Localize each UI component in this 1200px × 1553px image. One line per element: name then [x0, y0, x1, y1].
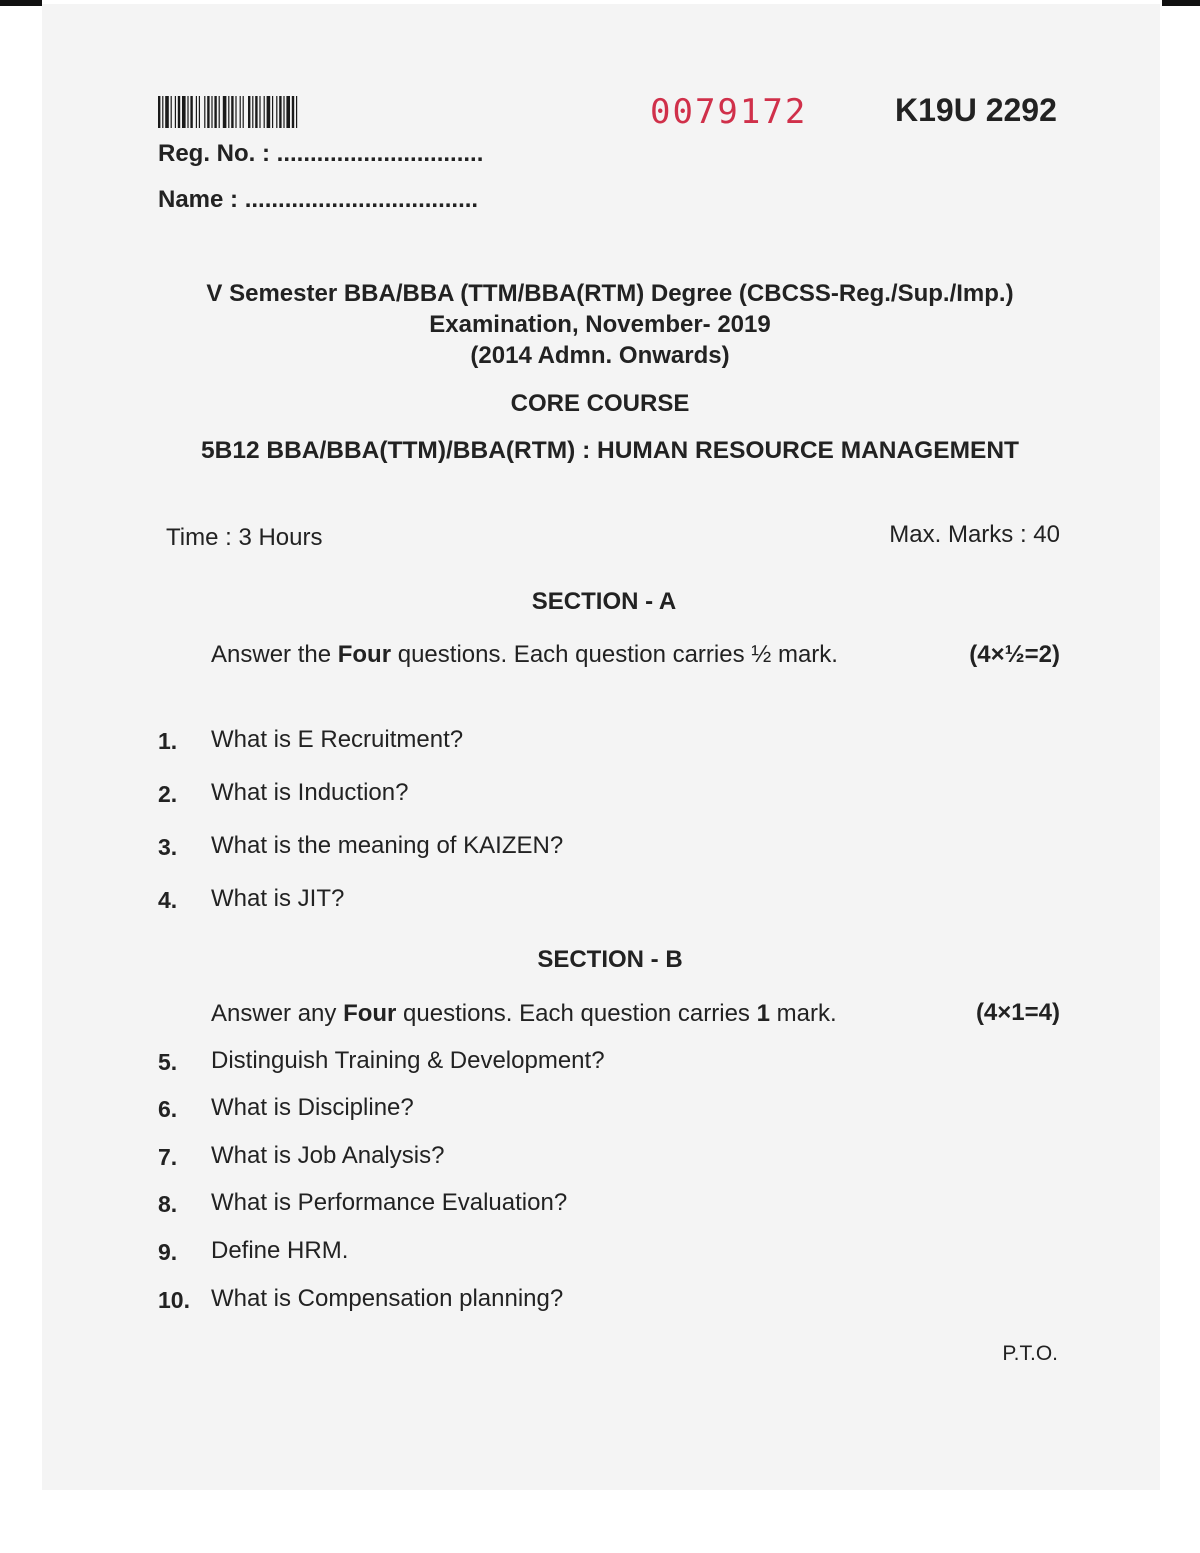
section-b-instructions: Answer any Four questions. Each question carries 1 mark. [211, 1000, 837, 1027]
question-number: 7. [158, 1144, 178, 1170]
barcode-bar [199, 96, 200, 128]
barcode-bar [264, 96, 265, 128]
exam-title-line: Examination, November- 2019 [429, 311, 771, 338]
barcode-bar [283, 96, 284, 128]
question-text: What is Compensation planning? [211, 1285, 564, 1312]
barcode-bar [175, 96, 176, 128]
question-text: Distinguish Training & Development? [211, 1047, 605, 1074]
question-text: What is JIT? [211, 885, 345, 912]
barcode-bar [240, 96, 241, 128]
question-text: What is the meaning of KAIZEN? [211, 832, 564, 859]
question-number: 10. [158, 1287, 190, 1313]
barcode-bar [231, 96, 233, 128]
barcode-bar [158, 96, 160, 128]
barcode-bar [235, 96, 236, 128]
barcode-bar [272, 96, 273, 128]
question-text: What is E Recruitment? [211, 726, 464, 753]
barcode-bar [178, 96, 180, 128]
question-text: What is Induction? [211, 779, 409, 806]
barcode-bar [165, 96, 169, 128]
reg-no-field: Reg. No. : ............................... [158, 140, 484, 167]
barcode-bar [248, 96, 250, 128]
section-b-allocation: (4×1=4) [975, 999, 1060, 1026]
barcode-bar [259, 96, 260, 128]
question-number: 5. [158, 1049, 178, 1075]
question-number: 4. [158, 887, 178, 913]
section-a-heading: SECTION - A [531, 588, 677, 615]
barcode-bar [286, 96, 290, 128]
barcode-bar [243, 96, 244, 128]
barcode-bar [171, 96, 172, 128]
barcode-image [158, 96, 406, 128]
max-marks: Max. Marks : 40 [889, 521, 1060, 548]
question-number: 8. [158, 1191, 178, 1217]
scan-edge-mark [0, 0, 42, 6]
scan-edge-mark [1162, 0, 1200, 6]
exam-duration: Time : 3 Hours [166, 524, 323, 551]
barcode-bar [214, 96, 216, 128]
barcode-bar [228, 96, 229, 128]
barcode-bar [255, 96, 257, 128]
barcode-bar [223, 96, 227, 128]
question-number: 6. [158, 1096, 178, 1122]
name-field: Name : ................................... [158, 186, 479, 213]
barcode-bar [252, 96, 253, 128]
question-text: What is Performance Evaluation? [211, 1189, 568, 1216]
question-number: 3. [158, 834, 178, 860]
course-title: 5B12 BBA/BBA(TTM)/BBA(RTM) : HUMAN RESOURCE MANAGEMENT [201, 437, 1019, 464]
question-number: 2. [158, 781, 178, 807]
question-number: 9. [158, 1239, 178, 1265]
barcode-bar [182, 96, 186, 128]
barcode-bar [276, 96, 277, 128]
barcode-bar [196, 96, 197, 128]
question-number: 1. [158, 728, 178, 754]
serial-number: 0079172 [650, 92, 808, 132]
barcode-bar [204, 96, 205, 128]
barcode-bar [292, 96, 294, 128]
barcode-bar [279, 96, 281, 128]
course-type: CORE COURSE [510, 390, 690, 417]
barcode-bar [219, 96, 220, 128]
barcode-bar [162, 96, 163, 128]
barcode-bar [211, 96, 212, 128]
paper-code: K19U 2292 [895, 92, 1057, 128]
question-text: What is Discipline? [211, 1094, 414, 1121]
please-turn-over: P.T.O. [1002, 1342, 1058, 1365]
barcode-bar [187, 96, 188, 128]
exam-title-line: (2014 Admn. Onwards) [470, 342, 730, 369]
question-text: Define HRM. [211, 1237, 349, 1264]
barcode-bar [190, 96, 192, 128]
barcode-bar [296, 96, 297, 128]
question-paper [42, 4, 1160, 1490]
question-text: What is Job Analysis? [211, 1142, 445, 1169]
section-a-allocation: (4×½=2) [969, 641, 1060, 668]
section-b-heading: SECTION - B [537, 946, 683, 973]
barcode-bar [267, 96, 271, 128]
exam-title-line: V Semester BBA/BBA (TTM/BBA(RTM) Degree (CBCSS-Reg./Sup./Imp.) [206, 280, 1014, 307]
section-a-instructions: Answer the Four questions. Each question carries ½ mark. [211, 641, 838, 668]
barcode-bar [207, 96, 209, 128]
